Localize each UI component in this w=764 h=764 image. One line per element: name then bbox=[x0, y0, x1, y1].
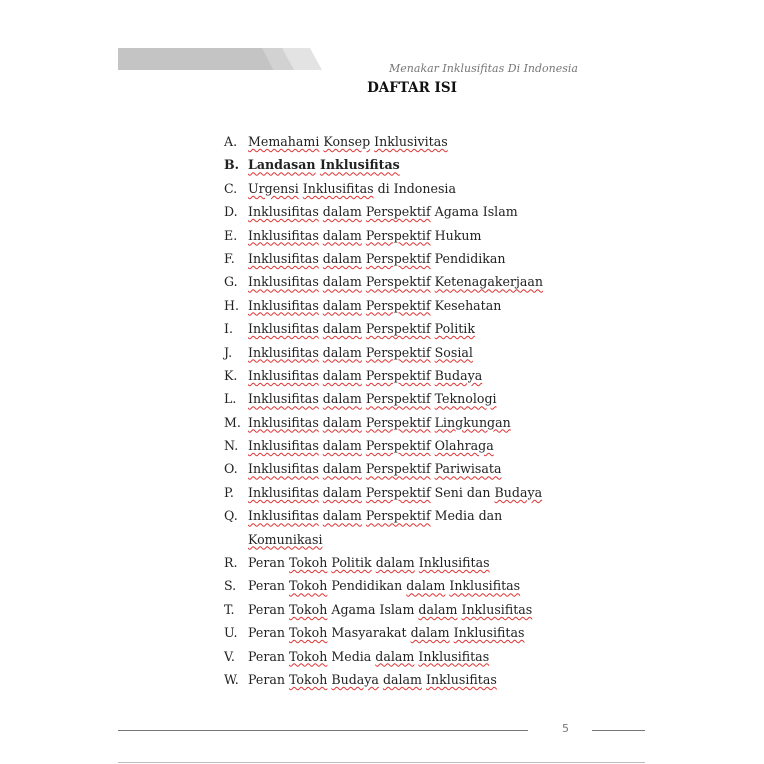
spellcheck-word: dalam bbox=[322, 484, 362, 500]
spellcheck-word: Budaya bbox=[434, 367, 483, 383]
toc-text: Agama Islam bbox=[430, 204, 518, 220]
toc-text: Media bbox=[327, 648, 376, 664]
toc-item-label bbox=[248, 272, 543, 295]
toc-text: Peran bbox=[248, 648, 290, 664]
spellcheck-word: Perspektif bbox=[365, 321, 431, 337]
toc-item bbox=[224, 600, 564, 623]
toc-item-label bbox=[248, 459, 501, 482]
toc-item-label bbox=[248, 202, 518, 225]
toc-item-label bbox=[248, 600, 532, 623]
spellcheck-word: Lingkungan bbox=[434, 414, 511, 430]
toc-item-label bbox=[248, 249, 506, 272]
spellcheck-word: Tokoh bbox=[289, 578, 328, 594]
spellcheck-word: Politik bbox=[331, 555, 372, 571]
footer-divider bbox=[592, 730, 645, 731]
spellcheck-word: Inklusifitas bbox=[248, 484, 319, 500]
spellcheck-word: Pariwisata bbox=[434, 461, 502, 477]
spellcheck-word: Perspektif bbox=[365, 367, 431, 383]
header-decoration bbox=[118, 48, 278, 70]
spellcheck-word: dalam bbox=[406, 578, 446, 594]
spellcheck-word: dalam bbox=[322, 461, 362, 477]
toc-item bbox=[224, 670, 564, 693]
spellcheck-word: Urgensi bbox=[248, 180, 299, 196]
spellcheck-word: dalam bbox=[322, 344, 362, 360]
toc-item bbox=[224, 366, 564, 389]
spellcheck-word: dalam bbox=[322, 391, 362, 407]
toc-item-key: N. bbox=[224, 438, 239, 454]
spellcheck-word: dalam bbox=[322, 297, 362, 313]
toc-item-key: U. bbox=[224, 625, 238, 641]
toc-item bbox=[224, 459, 564, 482]
spellcheck-word: Inklusifitas bbox=[426, 671, 497, 687]
toc-item-key: M. bbox=[224, 414, 241, 430]
spellcheck-word: Komunikasi bbox=[248, 531, 323, 547]
toc-item-label bbox=[248, 296, 501, 319]
toc-item bbox=[224, 506, 564, 529]
spellcheck-word: Budaya bbox=[331, 671, 379, 687]
spellcheck-word: Tokoh bbox=[289, 555, 328, 571]
toc-item-label bbox=[248, 647, 489, 670]
spellcheck-word: Perspektif bbox=[365, 274, 431, 290]
spellcheck-word: Inklusifitas bbox=[418, 555, 490, 571]
page-bottom-divider bbox=[118, 762, 645, 763]
spellcheck-word: Tokoh bbox=[289, 601, 328, 617]
toc-item-label bbox=[248, 389, 497, 412]
spellcheck-word: dalam bbox=[375, 648, 415, 664]
toc-item bbox=[224, 202, 564, 225]
spellcheck-word: Inklusifitas bbox=[248, 321, 319, 337]
toc-item bbox=[224, 389, 564, 412]
toc-item bbox=[224, 343, 564, 366]
spellcheck-word: Teknologi bbox=[434, 391, 497, 407]
toc-item-label bbox=[248, 436, 494, 459]
spellcheck-word: Tokoh bbox=[289, 625, 328, 641]
spellcheck-word: Perspektif bbox=[365, 414, 431, 430]
spellcheck-word: dalam bbox=[410, 625, 450, 641]
toc-item bbox=[224, 436, 564, 459]
spellcheck-word: dalam bbox=[322, 227, 362, 243]
toc-item bbox=[224, 576, 564, 599]
spellcheck-word: Perspektif bbox=[365, 461, 431, 477]
toc-text: Peran bbox=[248, 555, 290, 571]
toc-item-key: D. bbox=[224, 204, 238, 220]
toc-item-key: P. bbox=[224, 484, 234, 500]
spellcheck-word: dalam bbox=[322, 438, 362, 454]
toc-item-key: G. bbox=[224, 274, 238, 290]
spellcheck-word: Perspektif bbox=[365, 508, 431, 524]
toc-text: Peran bbox=[248, 671, 290, 687]
spellcheck-word: Memahami bbox=[248, 134, 320, 149]
spellcheck-word: dalam bbox=[322, 250, 362, 266]
toc-item-key bbox=[224, 530, 248, 553]
spellcheck-word: Inklusivitas bbox=[374, 134, 448, 149]
spellcheck-word: dalam bbox=[322, 414, 362, 430]
toc-text: Seni dan bbox=[430, 484, 495, 500]
toc-item-key: E. bbox=[224, 227, 238, 243]
spellcheck-word: Inklusifitas bbox=[449, 578, 521, 594]
spellcheck-word: Perspektif bbox=[365, 204, 431, 220]
spellcheck-word: Sosial bbox=[434, 344, 473, 360]
spellcheck-word: Konsep bbox=[323, 134, 371, 149]
toc-text: Pendidikan bbox=[327, 578, 407, 594]
toc-item-label bbox=[248, 670, 497, 693]
toc-text: Pendidikan bbox=[430, 250, 506, 266]
spellcheck-word: dalam bbox=[322, 204, 362, 220]
spellcheck-word: Inklusifitas bbox=[248, 250, 319, 266]
spellcheck-word: Inklusifitas bbox=[248, 274, 319, 290]
spellcheck-word: Perspektif bbox=[365, 438, 431, 454]
toc-item bbox=[224, 272, 564, 295]
toc-item-key: B. bbox=[224, 157, 240, 173]
toc-item-key: A. bbox=[224, 134, 238, 149]
spellcheck-word: Perspektif bbox=[365, 484, 431, 500]
spellcheck-word: Inklusifitas bbox=[319, 157, 400, 173]
spellcheck-word: Landasan bbox=[248, 157, 316, 173]
toc-item-key: S. bbox=[224, 578, 237, 594]
spellcheck-word: Inklusifitas bbox=[302, 180, 374, 196]
spellcheck-word: Inklusifitas bbox=[418, 648, 490, 664]
toc-item-label bbox=[248, 506, 502, 529]
toc-item-key: C. bbox=[224, 180, 238, 196]
toc-item bbox=[224, 179, 564, 202]
toc-text: Masyarakat bbox=[327, 625, 411, 641]
toc-item-key: T. bbox=[224, 601, 235, 617]
spellcheck-word: Inklusifitas bbox=[248, 414, 319, 430]
toc-text: Peran bbox=[248, 578, 290, 594]
toc-text: Hukum bbox=[430, 227, 482, 243]
toc-item-label bbox=[248, 226, 481, 249]
spellcheck-word: Tokoh bbox=[289, 648, 328, 664]
toc-item-label bbox=[248, 366, 482, 389]
spellcheck-word: Inklusifitas bbox=[248, 461, 319, 477]
toc-item-label bbox=[248, 343, 473, 366]
toc-item-key: H. bbox=[224, 297, 239, 313]
spellcheck-word: Perspektif bbox=[365, 344, 431, 360]
table-of-contents bbox=[224, 132, 564, 693]
spellcheck-word: Inklusifitas bbox=[248, 438, 319, 454]
toc-item bbox=[224, 553, 564, 576]
toc-item bbox=[224, 132, 564, 155]
toc-item bbox=[224, 623, 564, 646]
toc-item bbox=[224, 296, 564, 319]
spellcheck-word: Inklusifitas bbox=[248, 508, 319, 524]
toc-item-label bbox=[248, 483, 542, 506]
toc-item-label bbox=[248, 553, 490, 576]
spellcheck-word: Tokoh bbox=[289, 671, 328, 687]
spellcheck-word: Inklusifitas bbox=[453, 625, 525, 641]
spellcheck-word: Inklusifitas bbox=[461, 601, 533, 617]
toc-item-key: L. bbox=[224, 391, 237, 407]
toc-item-label bbox=[248, 319, 475, 342]
toc-item-key: F. bbox=[224, 250, 235, 266]
spellcheck-word: dalam bbox=[418, 601, 458, 617]
spellcheck-word: Olahraga bbox=[434, 438, 494, 454]
page-title: DAFTAR ISI bbox=[367, 80, 457, 96]
toc-text: Peran bbox=[248, 601, 290, 617]
toc-item-label bbox=[248, 576, 520, 599]
spellcheck-word: Inklusifitas bbox=[248, 391, 319, 407]
toc-text: di Indonesia bbox=[373, 180, 456, 196]
toc-item bbox=[224, 249, 564, 272]
spellcheck-word: Inklusifitas bbox=[248, 367, 319, 383]
toc-item-label bbox=[248, 155, 400, 178]
toc-item bbox=[224, 413, 564, 436]
toc-item-key: R. bbox=[224, 555, 238, 571]
toc-item-label bbox=[248, 132, 448, 155]
spellcheck-word: Perspektif bbox=[365, 391, 431, 407]
toc-text: Media dan bbox=[430, 508, 503, 524]
footer-divider bbox=[118, 730, 528, 731]
toc-item bbox=[224, 319, 564, 342]
spellcheck-word: Perspektif bbox=[365, 297, 431, 313]
spellcheck-word: Inklusifitas bbox=[248, 297, 319, 313]
toc-item bbox=[224, 647, 564, 670]
spellcheck-word: Inklusifitas bbox=[248, 204, 319, 220]
toc-item-label bbox=[248, 623, 524, 646]
toc-text: Peran bbox=[248, 625, 290, 641]
spellcheck-word: dalam bbox=[375, 555, 415, 571]
toc-text: Kesehatan bbox=[430, 297, 502, 313]
toc-item bbox=[224, 226, 564, 249]
toc-text: Agama Islam bbox=[327, 601, 419, 617]
spellcheck-word: dalam bbox=[322, 508, 362, 524]
spellcheck-word: Inklusifitas bbox=[248, 344, 319, 360]
toc-item-key: I. bbox=[224, 321, 233, 337]
spellcheck-word: dalam bbox=[322, 367, 362, 383]
spellcheck-word: Perspektif bbox=[365, 227, 431, 243]
toc-item-key: K. bbox=[224, 367, 238, 383]
page-number: 5 bbox=[562, 722, 569, 735]
toc-item-key: Q. bbox=[224, 508, 238, 524]
spellcheck-word: Perspektif bbox=[365, 250, 431, 266]
toc-item-key: J. bbox=[224, 344, 233, 360]
toc-item-label bbox=[248, 413, 511, 436]
toc-item-key: W. bbox=[224, 671, 239, 687]
toc-item-key: O. bbox=[224, 461, 238, 477]
running-header: Menakar Inklusifitas Di Indonesia bbox=[389, 62, 578, 75]
toc-item-label bbox=[248, 179, 456, 202]
spellcheck-word: Politik bbox=[434, 321, 475, 337]
toc-item bbox=[224, 530, 564, 553]
spellcheck-word: dalam bbox=[322, 321, 362, 337]
spellcheck-word: Budaya bbox=[494, 484, 543, 500]
spellcheck-word: dalam bbox=[382, 671, 422, 687]
spellcheck-word: dalam bbox=[322, 274, 362, 290]
spellcheck-word: Inklusifitas bbox=[248, 227, 319, 243]
toc-item bbox=[224, 483, 564, 506]
toc-item-label bbox=[248, 530, 322, 553]
spellcheck-word: Ketenagakerjaan bbox=[434, 274, 544, 290]
toc-item bbox=[224, 155, 564, 178]
toc-item-key: V. bbox=[224, 648, 235, 664]
